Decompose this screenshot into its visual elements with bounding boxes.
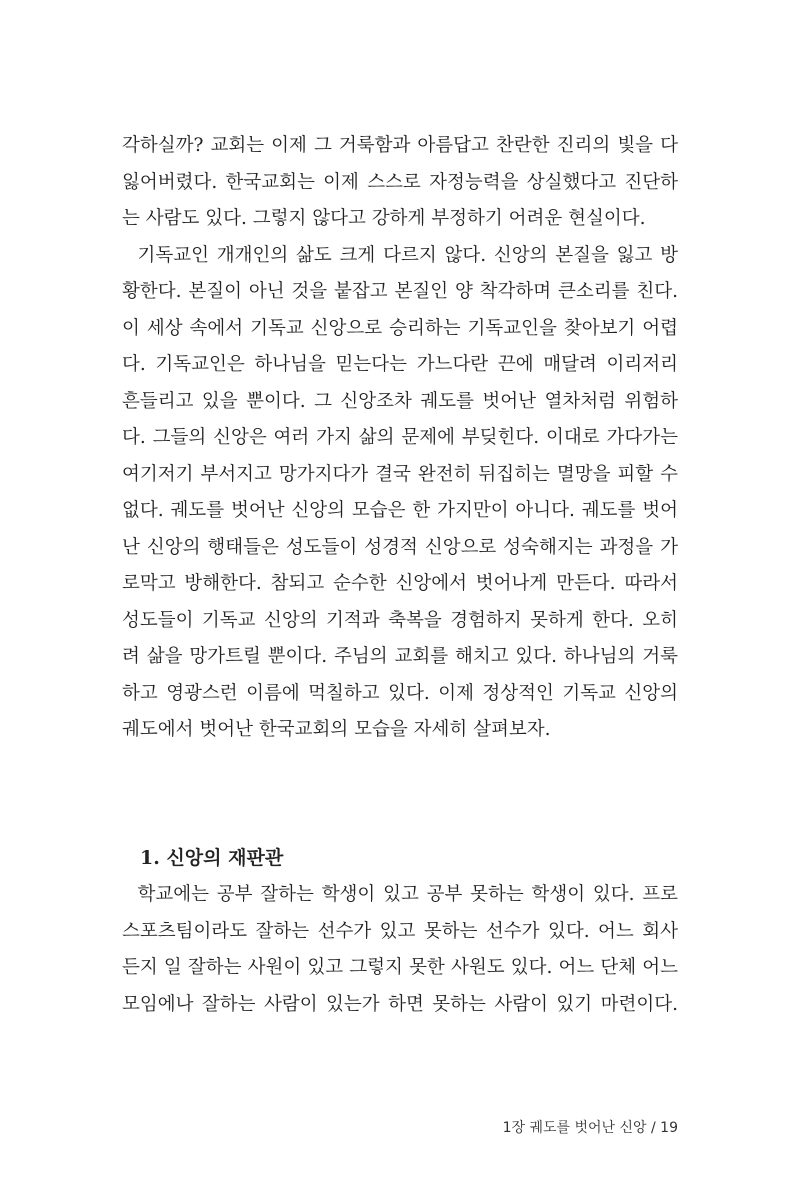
body-text-top [122,128,678,749]
text-line: 하고 영광스런 이름에 먹칠하고 있다. 이제 정상적인 기독교 신앙의 [122,682,678,704]
text-line: 다. 그들의 신앙은 여러 가지 삶의 문제에 부딪힌다. 이대로 가다가는 [122,427,678,448]
body-text-section [122,877,678,1023]
text-line: 기독교인 개개인의 삶도 크게 다르지 않다. 신앙의 본질을 잃고 방 [122,244,678,266]
text-line: 든지 일 잘하는 사원이 있고 그렇지 못한 사원도 있다. 어느 단체 어느 [122,957,678,978]
text-line: 여기저기 부서지고 망가지다가 결국 완전히 뒤집히는 멸망을 피할 수 [122,463,678,485]
text-line: 없다. 궤도를 벗어난 신앙의 모습은 한 가지만이 아니다. 궤도를 벗어 [122,500,678,521]
text-line: 는 사람도 있다. 그렇지 않다고 강하게 부정하기 어려운 현실이다. [122,208,646,229]
text-line: 궤도에서 벗어난 한국교회의 모습을 자세히 살펴보자. [122,719,551,740]
text-line: 잃어버렸다. 한국교회는 이제 스스로 자정능력을 상실했다고 진단하 [122,171,678,193]
text-line: 모임에나 잘하는 사람이 있는가 하면 못하는 사람이 있기 마련이다. [122,993,678,1015]
text-line: 황한다. 본질이 아닌 것을 붙잡고 본질인 양 착각하며 큰소리를 친다. [122,281,678,302]
text-line: 학교에는 공부 잘하는 학생이 있고 공부 못하는 학생이 있다. 프로 [122,884,678,905]
text-line: 려 삶을 망가트릴 뿐이다. 주님의 교회를 해치고 있다. 하나님의 거룩 [122,646,678,667]
running-footer: 1장 궤도를 벗어난 신앙 / 19 [502,1120,678,1136]
text-line: 난 신앙의 행태들은 성도들이 성경적 신앙으로 성숙해지는 과정을 가 [122,536,678,558]
text-line: 성도들이 기독교 신앙의 기적과 축복을 경험하지 못하게 한다. 오히 [122,609,678,631]
text-line: 스포츠팀이라도 잘하는 선수가 있고 못하는 선수가 있다. 어느 회사 [122,920,678,942]
text-line: 다. 기독교인은 하나님을 믿는다는 가느다란 끈에 매달려 이리저리 [122,354,678,375]
text-line: 로막고 방해한다. 참되고 순수한 신앙에서 벗어나게 만든다. 따라서 [122,573,678,594]
text-line: 각하실까? 교회는 이제 그 거룩함과 아름답고 찬란한 진리의 빛을 다 [122,135,678,156]
text-line: 이 세상 속에서 기독교 신앙으로 승리하는 기독교인을 찾아보기 어렵 [122,317,678,339]
section-heading: 1. 신앙의 재판관 [140,847,284,869]
text-line: 흔들리고 있을 뿐이다. 그 신앙조차 궤도를 벗어난 열차처럼 위험하 [122,390,678,412]
